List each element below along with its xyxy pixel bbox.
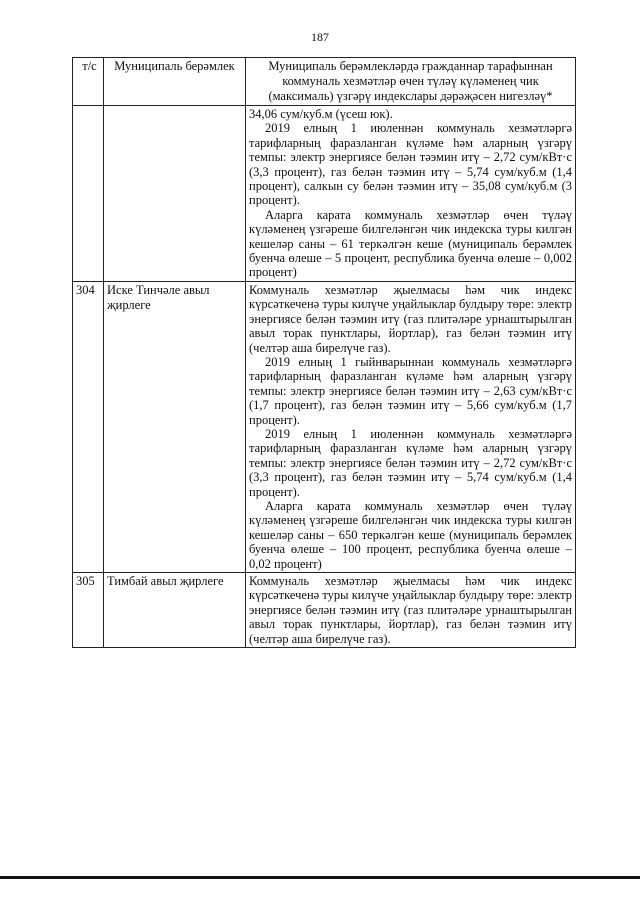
row-description xyxy=(246,573,576,648)
table-row xyxy=(73,281,576,572)
row-description xyxy=(246,106,576,282)
row-paragraph: 2019 елның 1 гыйнварыннан коммуналь хезмәтләргә тарифларның фаразланган күләме һәм аларның үзгәрү темпы: электр энергиясе белән тәэмин итү – 2,63 сум/кВт·с (1,7 процент), газ белән тәэмин итү – 5,66 сум/куб.м (1,7 процент). xyxy=(249,354,572,427)
row-paragraph: Аларга карата коммуналь хезмәтләр өчен түләү күләменең үзгәреше билгеләнгән чик индекска туры килгән кешеләр саны – 650 теркәлгән кеше (муниципаль берәмлек буенча өлеше – 100 процент, республика буенча өлеше – 0,02 процент) xyxy=(249,498,572,571)
table-row xyxy=(73,106,576,282)
table-row xyxy=(73,573,576,648)
row-municipality: Иске Тинчәле авыл җирлеге xyxy=(104,281,246,572)
row-paragraph: 2019 елның 1 июленнән коммуналь хезмәтләргә тарифларның фаразланган күләме һәм аларның үзгәрү темпы: электр энергиясе белән тәэмин итү – 2,72 сум/кВт·с (3,3 процент), газ белән тәэмин итү – 5,74 сум/куб.м (1,4 процент), салкын су белән тәэмин итү – 35,08 сум/куб.м (3 процент). xyxy=(249,121,572,208)
header-indices: Муниципаль берәмлекләрдә гражданнар тарафыннан коммуналь хезмәтләр өчен түләү күләменең чик (максималь) үзгәрү индекслары дәрәҗәсен нигезләү* xyxy=(246,58,576,106)
row-municipality: Тимбай авыл җирлеге xyxy=(104,573,246,648)
bottom-border-rule xyxy=(0,876,640,879)
row-paragraph: Коммуналь хезмәтләр җыелмасы һәм чик индекс күрсәткеченә туры килүче уңайлыклар булдыру төре: электр энергиясе белән тәэмин итү (газ плитәләре урнаштырылган авыл торак пунктлары, йортлар), газ белән тәэмин итү (челтәр аша бирелүче газ). xyxy=(249,282,572,355)
row-number: 304 xyxy=(73,281,104,572)
row-number xyxy=(73,106,104,282)
header-num: т/с xyxy=(73,58,104,106)
header-municipality: Муниципаль берәмлек xyxy=(104,58,246,106)
row-description xyxy=(246,281,576,572)
table-header-row xyxy=(73,58,576,106)
row-paragraph: 34,06 сум/куб.м (үсеш юк). xyxy=(249,107,393,121)
row-paragraph: Аларга карата коммуналь хезмәтләр өчен түләү күләменең үзгәреше билгеләнгән чик индекска туры килгән кешеләр саны – 61 теркәлгән кеше (муниципаль берәмлек буенча өлеше – 5 процент, республика буенча өлеше – 0,002 процент) xyxy=(249,207,572,280)
page-number: 187 xyxy=(311,30,329,44)
row-paragraph: 2019 елның 1 июленнән коммуналь хезмәтләргә тарифларның фаразланган күләме һәм аларның үзгәрү темпы: электр энергиясе белән тәэмин итү – 2,72 сум/кВт·с (3,3 процент), газ белән тәэмин итү – 5,74 сум/куб.м (1,4 процент). xyxy=(249,426,572,499)
tariff-index-table xyxy=(72,57,576,648)
row-number: 305 xyxy=(73,573,104,648)
row-municipality xyxy=(104,106,246,282)
row-paragraph: Коммуналь хезмәтләр җыелмасы һәм чик индекс күрсәткеченә туры килүче уңайлыклар булдыру төре: электр энергиясе белән тәэмин итү (газ плитәләре урнаштырылган авыл торак пунктлары, йортлар), газ белән тәэмин итү (челтәр аша бирелүче газ). xyxy=(249,574,572,646)
